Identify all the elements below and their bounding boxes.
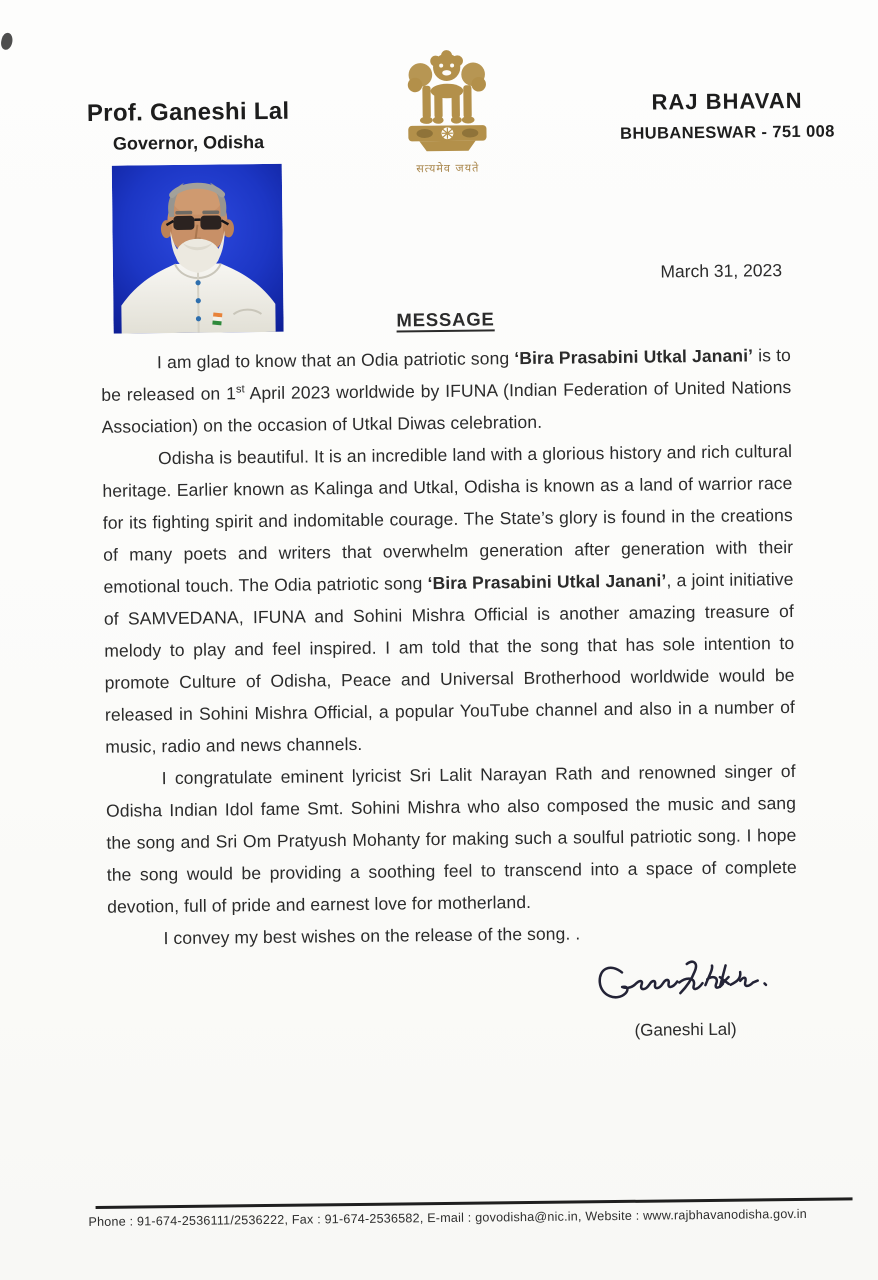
sender-name: Prof. Ganeshi Lal (86, 97, 290, 127)
office-block (603, 87, 852, 144)
emblem-of-india-icon (396, 45, 497, 158)
letter-paragraph: I convey my best wishes on the release of the song. . (163, 923, 581, 949)
letter-paragraph: I congratulate eminent lyricist Sri Lalit Narayan Rath and renowned singer of Odisha Indian Idol fame Smt. Sohini Mishra who also composed the music and sang the song and Sri Om Pratyush Mohanty for making such a soulful patriotic song. I hope the song would be providing a soothing feel to transcend into a space of complete devotion, full of pride and earnest love for motherland. (105, 760, 797, 917)
letter-body (101, 339, 798, 955)
letter-paragraph: I am glad to know that an Odia patriotic song ‘Bira Prasabini Utkal Janani’ is to be released on 1st April 2023 worldwide by IFUNA (Indian Federation of United Nations Association) on the occasion of Utkal Diwas celebration. (101, 344, 792, 437)
emblem-motto-text: सत्यमेव जयते (416, 161, 480, 176)
state-emblem-block (390, 45, 503, 176)
office-address: BHUBANESWAR - 751 008 (619, 122, 835, 143)
letter-title: MESSAGE (396, 308, 495, 331)
scan-artifact-mark (0, 32, 14, 51)
letter-date: March 31, 2023 (660, 260, 783, 282)
sender-title: Governor, Odisha (112, 131, 265, 154)
sender-block (73, 98, 304, 156)
letter-paragraph: Odisha is beautiful. It is an incredible land with a glorious history and rich cultural heritage. Earlier known as Kalinga and Utkal, Odisha is known as a land of warrior race for its fighting spirit and indomitable courage. The State’s glory is found in the creations of many poets and writers that overwhelm generation after generation with their emotional touch. The Odia patriotic song ‘Bira Prasabini Utkal Janani’, a joint initiative of SAMVEDANA, IFUNA and Sohini Mishra Official is another amazing treasure of melody to play and feel inspired. I am told that the song that has sole intention to promote Culture of Odisha, Peace and Universal Brotherhood worldwide would be released in Sohini Mishra Official, a popular YouTube channel and also in a number of music, radio and news channels. (102, 440, 796, 757)
signed-name: (Ganeshi Lal) (634, 1019, 737, 1040)
footer-contact-line: Phone : 91-674-2536111/2536222, Fax : 91-674-2536582, E-mail : govodisha@nic.in, Website : www.rajbhavanodisha.gov.in (88, 1206, 808, 1230)
letter-content (100, 260, 799, 1047)
signature-block (578, 955, 793, 1041)
signature-handwriting (583, 955, 788, 1019)
office-name: RAJ BHAVAN (651, 87, 803, 115)
